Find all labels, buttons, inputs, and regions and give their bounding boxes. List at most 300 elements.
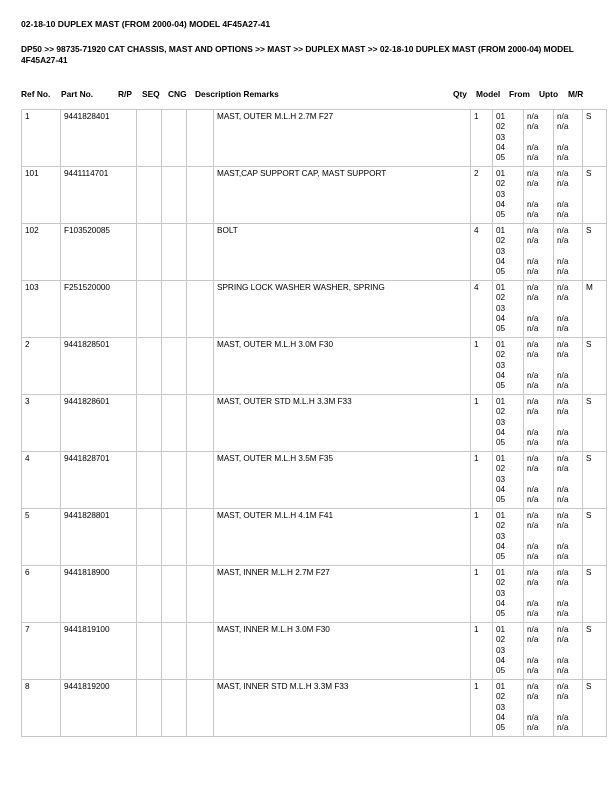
upto-value: n/a bbox=[557, 723, 569, 733]
column-header-ref: Ref No. bbox=[21, 89, 51, 99]
from-cell bbox=[524, 338, 554, 395]
upto-value: n/a bbox=[557, 438, 569, 448]
mr-cell: S bbox=[583, 167, 607, 224]
cng-cell bbox=[187, 509, 214, 566]
upto-value: n/a bbox=[557, 598, 569, 608]
model-value: 02 bbox=[496, 236, 506, 246]
part-no-cell: 9441819200 bbox=[61, 680, 137, 737]
model-cell bbox=[493, 281, 524, 338]
from-value: n/a bbox=[527, 350, 539, 360]
from-value: n/a bbox=[527, 598, 539, 608]
part-no-cell: F251520000 bbox=[61, 281, 137, 338]
cng-cell bbox=[187, 566, 214, 623]
qty-cell: 2 bbox=[471, 167, 493, 224]
description-cell: MAST, INNER M.L.H 2.7M F27 bbox=[214, 566, 471, 623]
upto-value bbox=[557, 532, 579, 542]
column-header-desc: Description Remarks bbox=[195, 89, 279, 99]
model-value: 01 bbox=[496, 112, 506, 121]
upto-value: n/a bbox=[557, 179, 569, 189]
seq-cell bbox=[162, 281, 187, 338]
rp-cell bbox=[137, 224, 162, 281]
from-value: n/a bbox=[527, 723, 539, 733]
from-value: n/a bbox=[527, 397, 539, 406]
mr-cell: S bbox=[583, 509, 607, 566]
model-value: 03 bbox=[496, 588, 506, 598]
model-value: 05 bbox=[496, 324, 506, 334]
from-cell bbox=[524, 566, 554, 623]
description-cell: BOLT bbox=[214, 224, 471, 281]
rp-cell bbox=[137, 623, 162, 680]
model-value: 03 bbox=[496, 303, 506, 313]
upto-value bbox=[557, 247, 579, 257]
upto-cell bbox=[554, 452, 583, 509]
upto-value: n/a bbox=[557, 153, 569, 163]
upto-cell bbox=[554, 680, 583, 737]
upto-value bbox=[557, 418, 579, 428]
from-value: n/a bbox=[527, 552, 539, 562]
model-value: 04 bbox=[496, 370, 506, 380]
description-cell: SPRING LOCK WASHER WASHER, SPRING bbox=[214, 281, 471, 338]
from-value bbox=[527, 304, 550, 314]
from-cell bbox=[524, 680, 554, 737]
from-value: n/a bbox=[527, 122, 539, 132]
model-value: 05 bbox=[496, 267, 506, 277]
cng-cell bbox=[187, 281, 214, 338]
mr-cell: S bbox=[583, 680, 607, 737]
from-value bbox=[527, 532, 550, 542]
description-cell: MAST, OUTER M.L.H 3.0M F30 bbox=[214, 338, 471, 395]
from-value: n/a bbox=[527, 179, 539, 189]
upto-cell bbox=[554, 224, 583, 281]
from-cell bbox=[524, 509, 554, 566]
from-value: n/a bbox=[527, 692, 539, 702]
ref-no-cell: 8 bbox=[22, 680, 61, 737]
upto-cell bbox=[554, 338, 583, 395]
from-value: n/a bbox=[527, 381, 539, 391]
model-value: 01 bbox=[496, 454, 506, 463]
upto-value: n/a bbox=[557, 682, 569, 691]
description-cell: MAST, OUTER M.L.H 4.1M F41 bbox=[214, 509, 471, 566]
upto-value: n/a bbox=[557, 521, 569, 531]
qty-cell: 4 bbox=[471, 281, 493, 338]
from-value: n/a bbox=[527, 568, 539, 577]
part-no-cell: 9441818900 bbox=[61, 566, 137, 623]
from-cell bbox=[524, 452, 554, 509]
upto-cell bbox=[554, 566, 583, 623]
from-value: n/a bbox=[527, 199, 539, 209]
upto-value: n/a bbox=[557, 625, 569, 634]
from-value: n/a bbox=[527, 625, 539, 634]
upto-value: n/a bbox=[557, 112, 569, 121]
upto-value: n/a bbox=[557, 293, 569, 303]
qty-cell: 1 bbox=[471, 623, 493, 680]
model-value: 05 bbox=[496, 666, 506, 676]
qty-cell: 1 bbox=[471, 680, 493, 737]
from-value bbox=[527, 703, 550, 713]
model-value: 01 bbox=[496, 568, 506, 577]
from-value: n/a bbox=[527, 666, 539, 676]
qty-cell: 1 bbox=[471, 452, 493, 509]
from-cell bbox=[524, 110, 554, 167]
from-cell bbox=[524, 623, 554, 680]
from-cell bbox=[524, 167, 554, 224]
table-row bbox=[22, 509, 607, 566]
model-value: 05 bbox=[496, 438, 506, 448]
model-cell bbox=[493, 623, 524, 680]
description-cell: MAST, INNER M.L.H 3.0M F30 bbox=[214, 623, 471, 680]
from-value: n/a bbox=[527, 712, 539, 722]
model-value: 01 bbox=[496, 511, 506, 520]
from-value: n/a bbox=[527, 169, 539, 178]
model-value: 03 bbox=[496, 132, 506, 142]
from-value bbox=[527, 247, 550, 257]
model-value: 02 bbox=[496, 464, 506, 474]
from-value: n/a bbox=[527, 236, 539, 246]
model-value: 01 bbox=[496, 397, 506, 406]
from-cell bbox=[524, 281, 554, 338]
model-value: 02 bbox=[496, 635, 506, 645]
rp-cell bbox=[137, 167, 162, 224]
ref-no-cell: 102 bbox=[22, 224, 61, 281]
from-value: n/a bbox=[527, 153, 539, 163]
upto-value: n/a bbox=[557, 609, 569, 619]
upto-value: n/a bbox=[557, 464, 569, 474]
table-row bbox=[22, 680, 607, 737]
cng-cell bbox=[187, 167, 214, 224]
ref-no-cell: 103 bbox=[22, 281, 61, 338]
upto-cell bbox=[554, 623, 583, 680]
from-value: n/a bbox=[527, 521, 539, 531]
from-cell bbox=[524, 224, 554, 281]
qty-cell: 1 bbox=[471, 338, 493, 395]
from-cell bbox=[524, 395, 554, 452]
part-no-cell: 9441819100 bbox=[61, 623, 137, 680]
rp-cell bbox=[137, 281, 162, 338]
description-cell: MAST, OUTER M.L.H 3.5M F35 bbox=[214, 452, 471, 509]
mr-cell: M bbox=[583, 281, 607, 338]
upto-value: n/a bbox=[557, 226, 569, 235]
from-value: n/a bbox=[527, 313, 539, 323]
seq-cell bbox=[162, 338, 187, 395]
upto-value: n/a bbox=[557, 635, 569, 645]
part-no-cell: 9441828701 bbox=[61, 452, 137, 509]
model-value: 03 bbox=[496, 246, 506, 256]
seq-cell bbox=[162, 224, 187, 281]
upto-value: n/a bbox=[557, 324, 569, 334]
ref-no-cell: 6 bbox=[22, 566, 61, 623]
from-value: n/a bbox=[527, 454, 539, 463]
table-row bbox=[22, 395, 607, 452]
model-value: 02 bbox=[496, 293, 506, 303]
from-value bbox=[527, 418, 550, 428]
ref-no-cell: 5 bbox=[22, 509, 61, 566]
part-no-cell: 9441828601 bbox=[61, 395, 137, 452]
from-value bbox=[527, 190, 550, 200]
upto-value: n/a bbox=[557, 340, 569, 349]
from-value: n/a bbox=[527, 324, 539, 334]
model-value: 02 bbox=[496, 122, 506, 132]
model-value: 03 bbox=[496, 417, 506, 427]
model-cell bbox=[493, 110, 524, 167]
mr-cell: S bbox=[583, 566, 607, 623]
rp-cell bbox=[137, 110, 162, 167]
model-value: 01 bbox=[496, 226, 506, 235]
mr-cell: S bbox=[583, 623, 607, 680]
upto-value: n/a bbox=[557, 666, 569, 676]
upto-value: n/a bbox=[557, 283, 569, 292]
description-cell: MAST, OUTER STD M.L.H 3.3M F33 bbox=[214, 395, 471, 452]
upto-value: n/a bbox=[557, 350, 569, 360]
upto-value: n/a bbox=[557, 122, 569, 132]
upto-value: n/a bbox=[557, 541, 569, 551]
model-value: 03 bbox=[496, 189, 506, 199]
upto-value: n/a bbox=[557, 511, 569, 520]
upto-value: n/a bbox=[557, 568, 569, 577]
from-value: n/a bbox=[527, 293, 539, 303]
model-value: 03 bbox=[496, 702, 506, 712]
from-value bbox=[527, 133, 550, 143]
model-value: 02 bbox=[496, 407, 506, 417]
upto-value: n/a bbox=[557, 655, 569, 665]
model-value: 04 bbox=[496, 427, 506, 437]
model-cell bbox=[493, 566, 524, 623]
model-value: 01 bbox=[496, 682, 506, 691]
from-value: n/a bbox=[527, 283, 539, 292]
column-header-model: Model bbox=[476, 89, 501, 99]
upto-value: n/a bbox=[557, 142, 569, 152]
from-value: n/a bbox=[527, 427, 539, 437]
upto-cell bbox=[554, 281, 583, 338]
page-title: 02-18-10 DUPLEX MAST (FROM 2000-04) MODEL 4F45A27-41 bbox=[21, 19, 271, 29]
model-value: 05 bbox=[496, 153, 506, 163]
from-value: n/a bbox=[527, 340, 539, 349]
seq-cell bbox=[162, 110, 187, 167]
from-value bbox=[527, 361, 550, 371]
from-value: n/a bbox=[527, 407, 539, 417]
table-row bbox=[22, 167, 607, 224]
seq-cell bbox=[162, 680, 187, 737]
upto-value: n/a bbox=[557, 169, 569, 178]
upto-value: n/a bbox=[557, 712, 569, 722]
column-header-qty: Qty bbox=[453, 89, 467, 99]
table-row bbox=[22, 110, 607, 167]
model-value: 04 bbox=[496, 598, 506, 608]
from-value: n/a bbox=[527, 226, 539, 235]
upto-value bbox=[557, 361, 579, 371]
model-value: 02 bbox=[496, 350, 506, 360]
model-cell bbox=[493, 395, 524, 452]
upto-value bbox=[557, 304, 579, 314]
part-no-cell: 9441828401 bbox=[61, 110, 137, 167]
from-value: n/a bbox=[527, 464, 539, 474]
rp-cell bbox=[137, 566, 162, 623]
model-value: 03 bbox=[496, 474, 506, 484]
ref-no-cell: 7 bbox=[22, 623, 61, 680]
rp-cell bbox=[137, 395, 162, 452]
rp-cell bbox=[137, 509, 162, 566]
upto-value: n/a bbox=[557, 370, 569, 380]
model-value: 02 bbox=[496, 692, 506, 702]
part-no-cell: 9441828801 bbox=[61, 509, 137, 566]
from-value: n/a bbox=[527, 142, 539, 152]
from-value: n/a bbox=[527, 484, 539, 494]
upto-value bbox=[557, 190, 579, 200]
upto-value: n/a bbox=[557, 210, 569, 220]
parts-table bbox=[21, 109, 607, 737]
upto-cell bbox=[554, 167, 583, 224]
seq-cell bbox=[162, 623, 187, 680]
upto-value bbox=[557, 646, 579, 656]
cng-cell bbox=[187, 395, 214, 452]
ref-no-cell: 4 bbox=[22, 452, 61, 509]
from-value bbox=[527, 646, 550, 656]
ref-no-cell: 3 bbox=[22, 395, 61, 452]
upto-value: n/a bbox=[557, 381, 569, 391]
seq-cell bbox=[162, 167, 187, 224]
model-value: 05 bbox=[496, 723, 506, 733]
seq-cell bbox=[162, 509, 187, 566]
table-row bbox=[22, 224, 607, 281]
column-header-mr: M/R bbox=[568, 89, 584, 99]
part-no-cell: 9441828501 bbox=[61, 338, 137, 395]
table-row bbox=[22, 566, 607, 623]
model-value: 04 bbox=[496, 199, 506, 209]
model-value: 04 bbox=[496, 256, 506, 266]
from-value bbox=[527, 475, 550, 485]
upto-value: n/a bbox=[557, 256, 569, 266]
from-value: n/a bbox=[527, 112, 539, 121]
ref-no-cell: 101 bbox=[22, 167, 61, 224]
upto-cell bbox=[554, 110, 583, 167]
table-row bbox=[22, 338, 607, 395]
cng-cell bbox=[187, 338, 214, 395]
from-value: n/a bbox=[527, 609, 539, 619]
model-value: 03 bbox=[496, 531, 506, 541]
upto-value: n/a bbox=[557, 692, 569, 702]
cng-cell bbox=[187, 224, 214, 281]
seq-cell bbox=[162, 452, 187, 509]
model-value: 05 bbox=[496, 381, 506, 391]
qty-cell: 1 bbox=[471, 395, 493, 452]
from-value: n/a bbox=[527, 655, 539, 665]
upto-value: n/a bbox=[557, 552, 569, 562]
model-value: 02 bbox=[496, 578, 506, 588]
table-row bbox=[22, 452, 607, 509]
rp-cell bbox=[137, 680, 162, 737]
upto-value: n/a bbox=[557, 578, 569, 588]
from-value: n/a bbox=[527, 438, 539, 448]
cng-cell bbox=[187, 110, 214, 167]
from-value: n/a bbox=[527, 635, 539, 645]
seq-cell bbox=[162, 566, 187, 623]
upto-value bbox=[557, 703, 579, 713]
model-value: 03 bbox=[496, 360, 506, 370]
upto-value: n/a bbox=[557, 407, 569, 417]
model-value: 05 bbox=[496, 609, 506, 619]
mr-cell: S bbox=[583, 224, 607, 281]
upto-value: n/a bbox=[557, 454, 569, 463]
column-header-seq: SEQ bbox=[142, 89, 160, 99]
model-value: 05 bbox=[496, 210, 506, 220]
upto-value: n/a bbox=[557, 484, 569, 494]
upto-value: n/a bbox=[557, 495, 569, 505]
table-row bbox=[22, 623, 607, 680]
model-value: 04 bbox=[496, 313, 506, 323]
cng-cell bbox=[187, 452, 214, 509]
model-value: 05 bbox=[496, 552, 506, 562]
model-value: 02 bbox=[496, 521, 506, 531]
model-value: 04 bbox=[496, 484, 506, 494]
upto-value: n/a bbox=[557, 267, 569, 277]
rp-cell bbox=[137, 338, 162, 395]
model-value: 01 bbox=[496, 283, 506, 292]
part-no-cell: 9441114701 bbox=[61, 167, 137, 224]
model-cell bbox=[493, 680, 524, 737]
model-value: 01 bbox=[496, 625, 506, 634]
mr-cell: S bbox=[583, 338, 607, 395]
upto-value: n/a bbox=[557, 313, 569, 323]
upto-value: n/a bbox=[557, 427, 569, 437]
upto-value: n/a bbox=[557, 199, 569, 209]
model-value: 04 bbox=[496, 712, 506, 722]
model-value: 05 bbox=[496, 495, 506, 505]
from-value: n/a bbox=[527, 541, 539, 551]
mr-cell: S bbox=[583, 452, 607, 509]
ref-no-cell: 1 bbox=[22, 110, 61, 167]
upto-value bbox=[557, 133, 579, 143]
from-value: n/a bbox=[527, 267, 539, 277]
upto-cell bbox=[554, 509, 583, 566]
model-value: 01 bbox=[496, 169, 506, 178]
model-cell bbox=[493, 509, 524, 566]
rp-cell bbox=[137, 452, 162, 509]
qty-cell: 1 bbox=[471, 566, 493, 623]
upto-value: n/a bbox=[557, 236, 569, 246]
model-cell bbox=[493, 338, 524, 395]
description-cell: MAST,CAP SUPPORT CAP, MAST SUPPORT bbox=[214, 167, 471, 224]
upto-value bbox=[557, 589, 579, 599]
cng-cell bbox=[187, 623, 214, 680]
upto-value: n/a bbox=[557, 397, 569, 406]
from-value: n/a bbox=[527, 256, 539, 266]
table-row bbox=[22, 281, 607, 338]
part-no-cell: F103520085 bbox=[61, 224, 137, 281]
from-value: n/a bbox=[527, 370, 539, 380]
column-header-upto: Upto bbox=[539, 89, 559, 99]
model-value: 02 bbox=[496, 179, 506, 189]
cng-cell bbox=[187, 680, 214, 737]
from-value: n/a bbox=[527, 495, 539, 505]
seq-cell bbox=[162, 395, 187, 452]
column-header-rp: R/P bbox=[118, 89, 132, 99]
ref-no-cell: 2 bbox=[22, 338, 61, 395]
from-value: n/a bbox=[527, 682, 539, 691]
mr-cell: S bbox=[583, 395, 607, 452]
model-cell bbox=[493, 452, 524, 509]
model-cell bbox=[493, 167, 524, 224]
model-value: 04 bbox=[496, 142, 506, 152]
breadcrumb: DP50 >> 98735-71920 CAT CHASSIS, MAST AND OPTIONS >> MAST >> DUPLEX MAST >> 02-18-10 DUPLEX MAST (FROM 2000-04) MODEL 4F45A27-41 bbox=[21, 44, 574, 65]
from-value bbox=[527, 589, 550, 599]
column-header-part: Part No. bbox=[61, 89, 94, 99]
qty-cell: 1 bbox=[471, 110, 493, 167]
model-cell bbox=[493, 224, 524, 281]
from-value: n/a bbox=[527, 210, 539, 220]
from-value: n/a bbox=[527, 578, 539, 588]
model-value: 04 bbox=[496, 655, 506, 665]
upto-value bbox=[557, 475, 579, 485]
column-header-from: From bbox=[509, 89, 530, 99]
